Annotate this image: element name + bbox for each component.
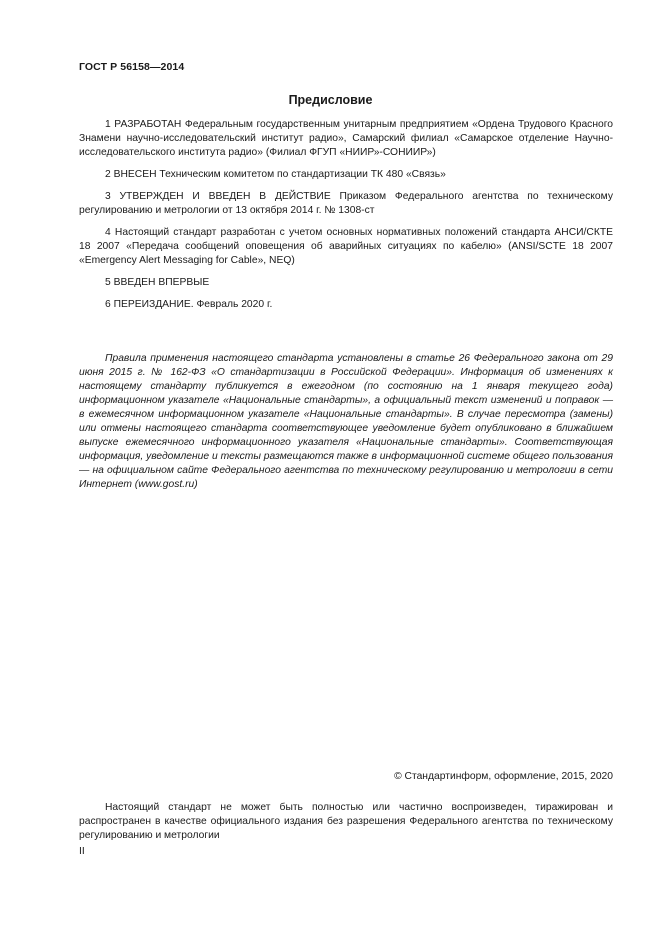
foreword-item-4: 4 Настоящий стандарт разработан с учетом основных нормативных положений стандарта АНСИ/СКТЕ 18 2007 «Передача сообщений оповещения об аварийных ситуациях по кабелю» (ANSI/SCTE 18 2007 «Emergency Alert Messaging for Cable», NEQ) xyxy=(79,227,613,266)
foreword-item-6: 6 ПЕРЕИЗДАНИЕ. Февраль 2020 г. xyxy=(105,299,273,310)
reproduction-notice: Настоящий стандарт не может быть полностью или частично воспроизведен, тиражирован и распространен в качестве официального издания без разрешения Федерального агентства по техническому регулированию и метрологии xyxy=(79,802,613,841)
copyright-line: © Стандартинформ, оформление, 2015, 2020 xyxy=(394,771,613,782)
foreword-item-5: 5 ВВЕДЕН ВПЕРВЫЕ xyxy=(105,277,210,288)
foreword-items xyxy=(79,118,613,320)
foreword-item-2: 2 ВНЕСЕН Техническим комитетом по стандартизации ТК 480 «Связь» xyxy=(105,169,446,180)
page-number: II xyxy=(79,846,85,857)
foreword-item-3: 3 УТВЕРЖДЕН И ВВЕДЕН В ДЕЙСТВИЕ Приказом Федерального агентства по техническому регулированию и метрологии от 13 октября 2014 г. № 1308-ст xyxy=(79,191,613,216)
foreword-item-1: 1 РАЗРАБОТАН Федеральным государственным унитарным предприятием «Ордена Трудового Красного Знамени научно-исследовательский институт радио», Самарский филиал «Самарское отделение Научно-исследовательского института радио» (Филиал ФГУП «НИИР»-СОНИИР») xyxy=(79,119,613,158)
page-title: Предисловие xyxy=(288,93,373,107)
document-code: ГОСТ Р 56158—2014 xyxy=(79,61,185,73)
application-rules-notice: Правила применения настоящего стандарта установлены в статье 26 Федерального закона от 29 июня 2015 г. № 162-ФЗ «О стандартизации в Российской Федерации». Информация об изменениях к настоящему стандарту публикуется в ежегодном (по состоянию на 1 января текущего года) информационном указателе «Национальные стандарты», а официальный текст изменений и поправок — в ежемесячном информационном указателе «Национальные стандарты». В случае пересмотра (замены) или отмены настоящего стандарта соответствующее уведомление будет опубликовано в ближайшем выпуске ежемесячного информационного указателя «Национальные стандарты». Соответствующая информация, уведомление и тексты размещаются также в информационной системе общего пользования — на официальном сайте Федерального агентства по техническому регулированию и метрологии в сети Интернет (www.gost.ru) xyxy=(79,353,613,490)
